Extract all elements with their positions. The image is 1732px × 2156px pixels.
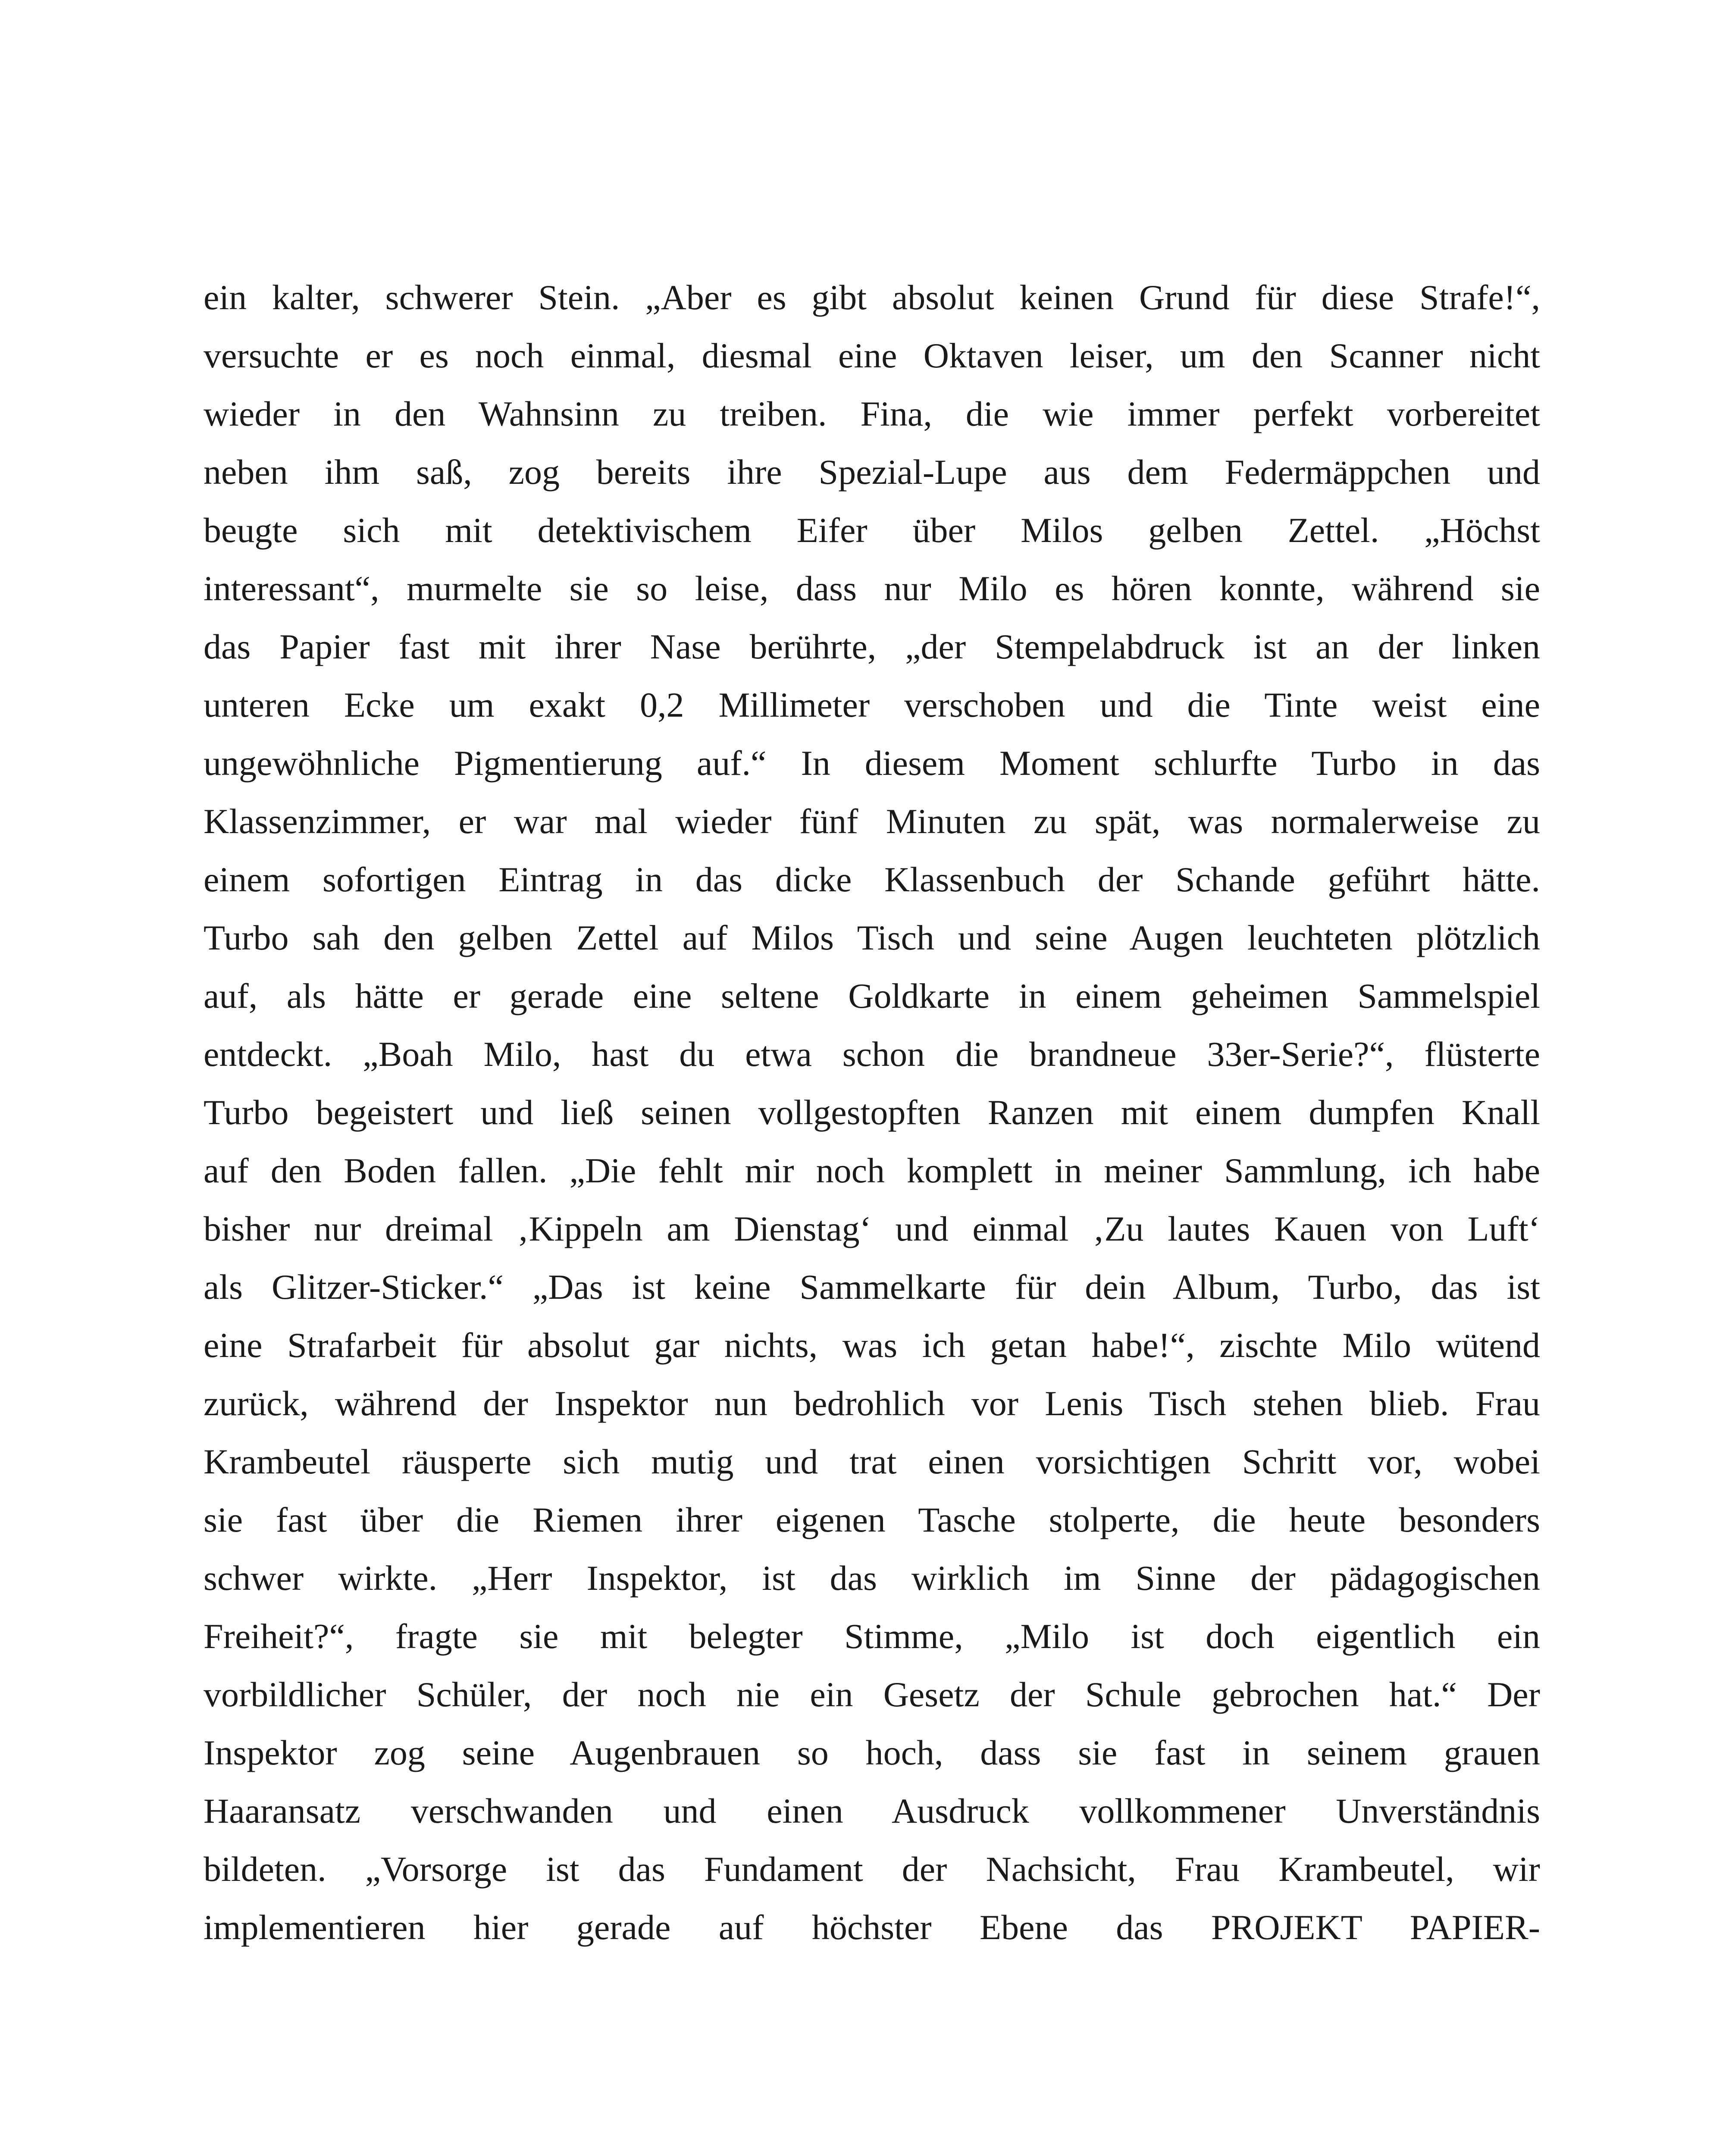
text-line: Turbo begeistert und ließ seinen vollgestopften Ranzen mit einem dumpfen Knall — [204, 1093, 1540, 1132]
text-line: auf den Boden fallen. „Die fehlt mir noch komplett in meiner Sammlung, ich habe — [204, 1151, 1540, 1190]
text-line: Klassenzimmer, er war mal wieder fünf Minuten zu spät, was normalerweise zu — [204, 802, 1540, 841]
text-line: ungewöhnliche Pigmentierung auf.“ In diesem Moment schlurfte Turbo in das — [204, 743, 1540, 783]
text-line: bildeten. „Vorsorge ist das Fundament der Nachsicht, Frau Krambeutel, wir — [204, 1849, 1540, 1889]
text-line: ein kalter, schwerer Stein. „Aber es gibt absolut keinen Grund für diese Strafe!“, — [204, 278, 1540, 317]
text-line: bisher nur dreimal ‚Kippeln am Dienstag‘ und einmal ‚Zu lautes Kauen von Luft‘ — [204, 1209, 1540, 1248]
text-line: versuchte er es noch einmal, diesmal eine Oktaven leiser, um den Scanner nicht — [204, 336, 1540, 375]
text-line: entdeckt. „Boah Milo, hast du etwa schon die brandneue 33er-Serie?“, flüsterte — [204, 1034, 1540, 1074]
text-line: als Glitzer-Sticker.“ „Das ist keine Sammelkarte für dein Album, Turbo, das ist — [204, 1267, 1540, 1307]
text-line: beugte sich mit detektivischem Eifer über Milos gelben Zettel. „Höchst — [204, 511, 1540, 550]
text-line: neben ihm saß, zog bereits ihre Spezial-Lupe aus dem Federmäppchen und — [204, 452, 1540, 492]
text-line: interessant“, murmelte sie so leise, dass nur Milo es hören konnte, während sie — [204, 569, 1540, 608]
text-line: Turbo sah den gelben Zettel auf Milos Tisch und seine Augen leuchteten plötzlich — [204, 918, 1540, 957]
text-line: einem sofortigen Eintrag in das dicke Klassenbuch der Schande geführt hätte. — [204, 860, 1540, 899]
text-line: vorbildlicher Schüler, der noch nie ein Gesetz der Schule gebrochen hat.“ Der — [204, 1675, 1540, 1714]
text-line: implementieren hier gerade auf höchster Ebene das PROJEKT PAPIER- — [204, 1908, 1540, 1947]
text-line: schwer wirkte. „Herr Inspektor, ist das wirklich im Sinne der pädagogischen — [204, 1558, 1540, 1598]
text-line: wieder in den Wahnsinn zu treiben. Fina, die wie immer perfekt vorbereitet — [204, 394, 1540, 433]
text-line: Krambeutel räusperte sich mutig und trat einen vorsichtigen Schritt vor, wobei — [204, 1442, 1540, 1481]
text-line: das Papier fast mit ihrer Nase berührte, „der Stempelabdruck ist an der linken — [204, 627, 1540, 666]
body-text — [204, 268, 1540, 1956]
text-line: Freiheit?“, fragte sie mit belegter Stimme, „Milo ist doch eigentlich ein — [204, 1617, 1540, 1656]
text-line: eine Strafarbeit für absolut gar nichts, was ich getan habe!“, zischte Milo wütend — [204, 1326, 1540, 1365]
text-line: auf, als hätte er gerade eine seltene Goldkarte in einem geheimen Sammelspiel — [204, 976, 1540, 1015]
text-line: sie fast über die Riemen ihrer eigenen Tasche stolperte, die heute besonders — [204, 1500, 1540, 1539]
text-line: Haaransatz verschwanden und einen Ausdruck vollkommener Unverständnis — [204, 1791, 1540, 1830]
text-line: unteren Ecke um exakt 0,2 Millimeter verschoben und die Tinte weist eine — [204, 685, 1540, 724]
text-line: Inspektor zog seine Augenbrauen so hoch, dass sie fast in seinem grauen — [204, 1733, 1540, 1772]
text-line: zurück, während der Inspektor nun bedrohlich vor Lenis Tisch stehen blieb. Frau — [204, 1384, 1540, 1423]
